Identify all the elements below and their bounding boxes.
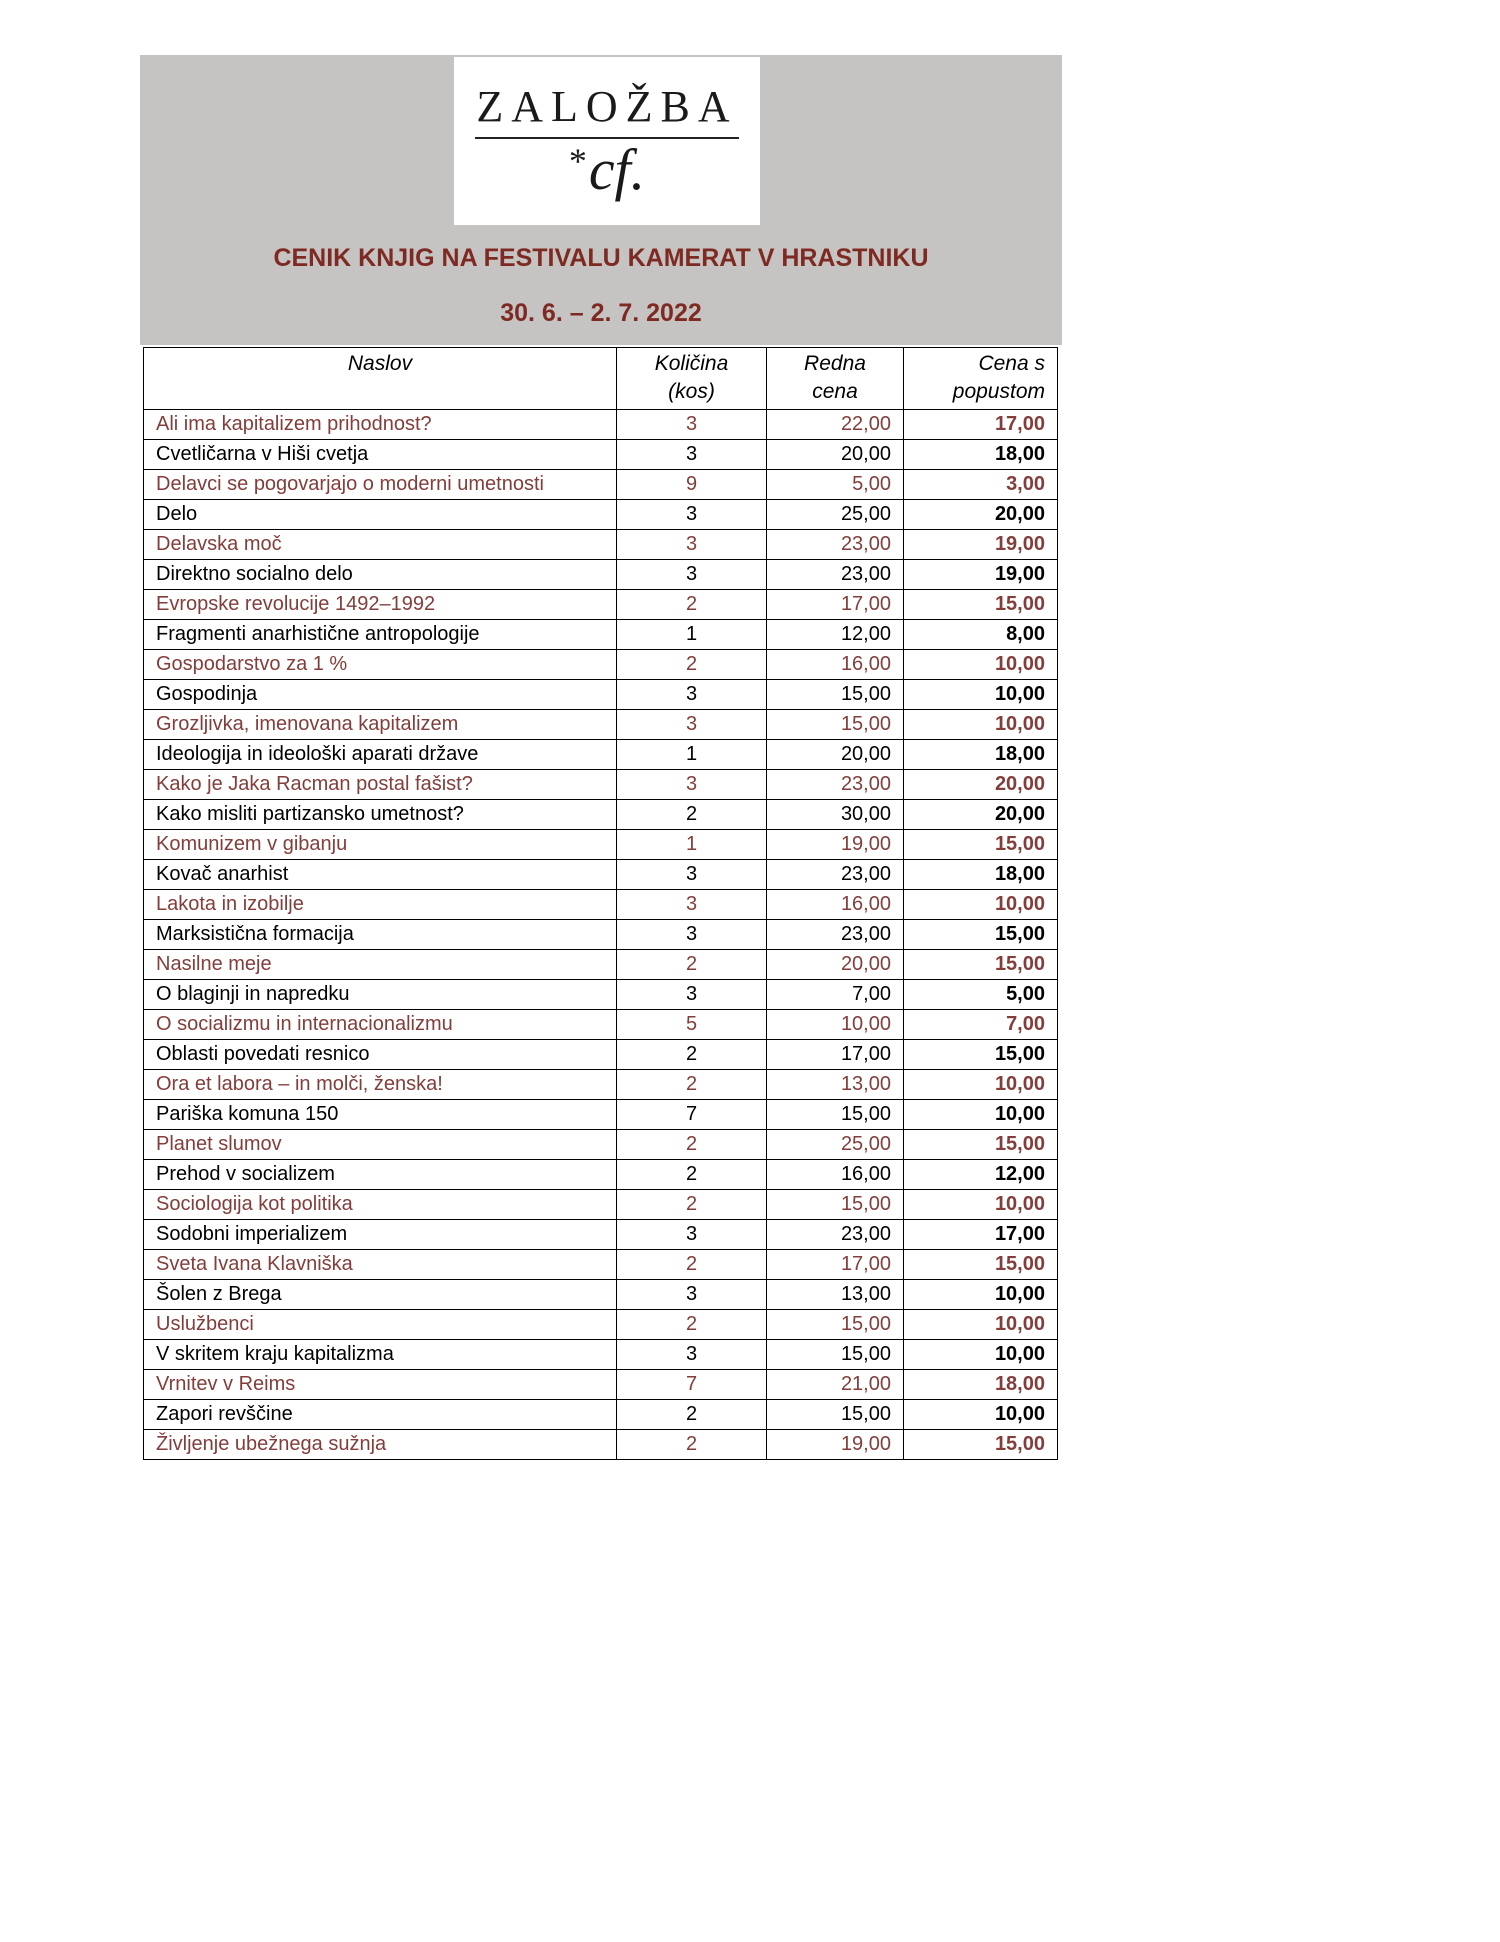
cell-title: Marksistična formacija bbox=[144, 920, 617, 950]
cell-discount-price: 10,00 bbox=[904, 1070, 1058, 1100]
table-row bbox=[144, 620, 1058, 650]
cell-title: Komunizem v gibanju bbox=[144, 830, 617, 860]
table-row bbox=[144, 470, 1058, 500]
cell-regular-price: 15,00 bbox=[767, 680, 904, 710]
table-row bbox=[144, 500, 1058, 530]
cell-regular-price: 30,00 bbox=[767, 800, 904, 830]
cell-discount-price: 10,00 bbox=[904, 1310, 1058, 1340]
cell-regular-price: 21,00 bbox=[767, 1370, 904, 1400]
cell-quantity: 2 bbox=[617, 800, 767, 830]
cell-title: Kako misliti partizansko umetnost? bbox=[144, 800, 617, 830]
cell-regular-price: 19,00 bbox=[767, 1430, 904, 1460]
cell-quantity: 3 bbox=[617, 440, 767, 470]
cell-discount-price: 10,00 bbox=[904, 1340, 1058, 1370]
cell-quantity: 3 bbox=[617, 860, 767, 890]
cell-quantity: 2 bbox=[617, 1430, 767, 1460]
cell-regular-price: 16,00 bbox=[767, 650, 904, 680]
table-row bbox=[144, 1250, 1058, 1280]
cell-discount-price: 5,00 bbox=[904, 980, 1058, 1010]
logo-cf: cf. bbox=[588, 136, 646, 202]
cell-title: Fragmenti anarhistične antropologije bbox=[144, 620, 617, 650]
cell-regular-price: 23,00 bbox=[767, 560, 904, 590]
table-row bbox=[144, 950, 1058, 980]
cell-regular-price: 7,00 bbox=[767, 980, 904, 1010]
cell-discount-price: 20,00 bbox=[904, 500, 1058, 530]
event-date-range: 30. 6. – 2. 7. 2022 bbox=[500, 299, 702, 327]
cell-title: Življenje ubežnega sužnja bbox=[144, 1430, 617, 1460]
table-row bbox=[144, 1130, 1058, 1160]
cell-discount-price: 10,00 bbox=[904, 1190, 1058, 1220]
cell-title: Planet slumov bbox=[144, 1130, 617, 1160]
cell-discount-price: 10,00 bbox=[904, 680, 1058, 710]
cell-quantity: 1 bbox=[617, 830, 767, 860]
table-row bbox=[144, 800, 1058, 830]
cell-title: O socializmu in internacionalizmu bbox=[144, 1010, 617, 1040]
cell-discount-price: 18,00 bbox=[904, 860, 1058, 890]
table-row bbox=[144, 1010, 1058, 1040]
cell-regular-price: 5,00 bbox=[767, 470, 904, 500]
cell-discount-price: 15,00 bbox=[904, 950, 1058, 980]
table-row bbox=[144, 650, 1058, 680]
cell-discount-price: 10,00 bbox=[904, 1400, 1058, 1430]
cell-discount-price: 19,00 bbox=[904, 530, 1058, 560]
cell-title: Cvetličarna v Hiši cvetja bbox=[144, 440, 617, 470]
cell-regular-price: 17,00 bbox=[767, 590, 904, 620]
cell-title: Prehod v socializem bbox=[144, 1160, 617, 1190]
cell-discount-price: 15,00 bbox=[904, 1430, 1058, 1460]
cell-title: V skritem kraju kapitalizma bbox=[144, 1340, 617, 1370]
table-row bbox=[144, 1220, 1058, 1250]
table-row bbox=[144, 1370, 1058, 1400]
table-row bbox=[144, 530, 1058, 560]
book-price-table bbox=[143, 347, 1058, 1460]
cell-regular-price: 15,00 bbox=[767, 1400, 904, 1430]
cell-title: Delo bbox=[144, 500, 617, 530]
cell-title: Kovač anarhist bbox=[144, 860, 617, 890]
cell-regular-price: 23,00 bbox=[767, 920, 904, 950]
cell-regular-price: 23,00 bbox=[767, 860, 904, 890]
cell-regular-price: 19,00 bbox=[767, 830, 904, 860]
cell-discount-price: 15,00 bbox=[904, 830, 1058, 860]
cell-title: Delavska moč bbox=[144, 530, 617, 560]
cell-regular-price: 16,00 bbox=[767, 890, 904, 920]
cell-title: Pariška komuna 150 bbox=[144, 1100, 617, 1130]
table-row bbox=[144, 1100, 1058, 1130]
cell-regular-price: 16,00 bbox=[767, 1160, 904, 1190]
cell-quantity: 2 bbox=[617, 590, 767, 620]
table-row bbox=[144, 890, 1058, 920]
column-header-regular-price: Redna cena bbox=[767, 348, 904, 410]
cell-quantity: 3 bbox=[617, 410, 767, 440]
cell-title: Sveta Ivana Klavniška bbox=[144, 1250, 617, 1280]
cell-discount-price: 15,00 bbox=[904, 1130, 1058, 1160]
cell-title: Šolen z Brega bbox=[144, 1280, 617, 1310]
cell-discount-price: 12,00 bbox=[904, 1160, 1058, 1190]
cell-regular-price: 15,00 bbox=[767, 1340, 904, 1370]
cell-discount-price: 17,00 bbox=[904, 1220, 1058, 1250]
table-row bbox=[144, 770, 1058, 800]
table-row bbox=[144, 1040, 1058, 1070]
cell-discount-price: 10,00 bbox=[904, 890, 1058, 920]
cell-discount-price: 10,00 bbox=[904, 650, 1058, 680]
book-table-body bbox=[144, 410, 1058, 1460]
cell-title: Delavci se pogovarjajo o moderni umetnosti bbox=[144, 470, 617, 500]
cell-quantity: 2 bbox=[617, 1190, 767, 1220]
cell-discount-price: 7,00 bbox=[904, 1010, 1058, 1040]
logo-wordmark: ZALOŽBA bbox=[476, 82, 738, 132]
cell-title: Sociologija kot politika bbox=[144, 1190, 617, 1220]
cell-quantity: 7 bbox=[617, 1100, 767, 1130]
cell-regular-price: 15,00 bbox=[767, 1100, 904, 1130]
cell-title: Grozljivka, imenovana kapitalizem bbox=[144, 710, 617, 740]
cell-title: Kako je Jaka Racman postal fašist? bbox=[144, 770, 617, 800]
cell-regular-price: 23,00 bbox=[767, 770, 904, 800]
cell-discount-price: 20,00 bbox=[904, 770, 1058, 800]
table-row bbox=[144, 410, 1058, 440]
table-row bbox=[144, 680, 1058, 710]
logo-monogram bbox=[568, 136, 646, 202]
cell-title: Nasilne meje bbox=[144, 950, 617, 980]
table-row bbox=[144, 1160, 1058, 1190]
cell-regular-price: 15,00 bbox=[767, 710, 904, 740]
cell-regular-price: 23,00 bbox=[767, 530, 904, 560]
cell-quantity: 3 bbox=[617, 1340, 767, 1370]
cell-discount-price: 17,00 bbox=[904, 410, 1058, 440]
cell-quantity: 3 bbox=[617, 890, 767, 920]
cell-quantity: 3 bbox=[617, 980, 767, 1010]
cell-quantity: 2 bbox=[617, 1310, 767, 1340]
table-row bbox=[144, 1280, 1058, 1310]
cell-discount-price: 8,00 bbox=[904, 620, 1058, 650]
cell-regular-price: 15,00 bbox=[767, 1310, 904, 1340]
cell-discount-price: 20,00 bbox=[904, 800, 1058, 830]
cell-quantity: 1 bbox=[617, 620, 767, 650]
cell-title: O blaginji in napredku bbox=[144, 980, 617, 1010]
cell-discount-price: 15,00 bbox=[904, 590, 1058, 620]
cell-discount-price: 10,00 bbox=[904, 710, 1058, 740]
cell-title: Lakota in izobilje bbox=[144, 890, 617, 920]
table-header-row bbox=[144, 348, 1058, 410]
header-band bbox=[140, 55, 1062, 345]
cell-regular-price: 20,00 bbox=[767, 950, 904, 980]
cell-quantity: 3 bbox=[617, 500, 767, 530]
cell-discount-price: 18,00 bbox=[904, 740, 1058, 770]
cell-regular-price: 15,00 bbox=[767, 1190, 904, 1220]
column-header-quantity: Količina (kos) bbox=[617, 348, 767, 410]
cell-discount-price: 18,00 bbox=[904, 1370, 1058, 1400]
cell-regular-price: 20,00 bbox=[767, 740, 904, 770]
table-row bbox=[144, 1430, 1058, 1460]
cell-regular-price: 17,00 bbox=[767, 1040, 904, 1070]
publisher-logo bbox=[454, 57, 760, 225]
cell-quantity: 3 bbox=[617, 710, 767, 740]
cell-quantity: 2 bbox=[617, 1130, 767, 1160]
cell-quantity: 2 bbox=[617, 1040, 767, 1070]
cell-quantity: 3 bbox=[617, 920, 767, 950]
cell-regular-price: 10,00 bbox=[767, 1010, 904, 1040]
table-header bbox=[144, 348, 1058, 410]
cell-quantity: 3 bbox=[617, 680, 767, 710]
cell-title: Gospodinja bbox=[144, 680, 617, 710]
table-row bbox=[144, 1070, 1058, 1100]
cell-discount-price: 3,00 bbox=[904, 470, 1058, 500]
cell-regular-price: 25,00 bbox=[767, 500, 904, 530]
cell-quantity: 2 bbox=[617, 950, 767, 980]
cell-quantity: 2 bbox=[617, 1400, 767, 1430]
cell-regular-price: 12,00 bbox=[767, 620, 904, 650]
cell-quantity: 2 bbox=[617, 1250, 767, 1280]
cell-title: Sodobni imperializem bbox=[144, 1220, 617, 1250]
cell-title: Evropske revolucije 1492–1992 bbox=[144, 590, 617, 620]
cell-title: Ali ima kapitalizem prihodnost? bbox=[144, 410, 617, 440]
cell-quantity: 1 bbox=[617, 740, 767, 770]
table-row bbox=[144, 560, 1058, 590]
column-header-title: Naslov bbox=[144, 348, 617, 410]
table-row bbox=[144, 860, 1058, 890]
cell-regular-price: 17,00 bbox=[767, 1250, 904, 1280]
table-row bbox=[144, 1190, 1058, 1220]
table-row bbox=[144, 980, 1058, 1010]
cell-title: Ideologija in ideološki aparati države bbox=[144, 740, 617, 770]
cell-discount-price: 15,00 bbox=[904, 1040, 1058, 1070]
cell-discount-price: 10,00 bbox=[904, 1280, 1058, 1310]
cell-quantity: 9 bbox=[617, 470, 767, 500]
cell-title: Uslužbenci bbox=[144, 1310, 617, 1340]
cell-discount-price: 15,00 bbox=[904, 1250, 1058, 1280]
cell-discount-price: 15,00 bbox=[904, 920, 1058, 950]
cell-quantity: 3 bbox=[617, 560, 767, 590]
column-header-discount-price: Cena s popustom bbox=[904, 348, 1058, 410]
table-row bbox=[144, 740, 1058, 770]
cell-quantity: 3 bbox=[617, 1220, 767, 1250]
cell-quantity: 2 bbox=[617, 650, 767, 680]
cell-regular-price: 13,00 bbox=[767, 1280, 904, 1310]
cell-quantity: 2 bbox=[617, 1160, 767, 1190]
cell-regular-price: 20,00 bbox=[767, 440, 904, 470]
table-row bbox=[144, 1310, 1058, 1340]
cell-discount-price: 18,00 bbox=[904, 440, 1058, 470]
cell-quantity: 3 bbox=[617, 1280, 767, 1310]
table-row bbox=[144, 830, 1058, 860]
cell-regular-price: 23,00 bbox=[767, 1220, 904, 1250]
table-row bbox=[144, 590, 1058, 620]
cell-quantity: 7 bbox=[617, 1370, 767, 1400]
table-row bbox=[144, 440, 1058, 470]
table-row bbox=[144, 1400, 1058, 1430]
table-row bbox=[144, 1340, 1058, 1370]
cell-quantity: 2 bbox=[617, 1070, 767, 1100]
cell-quantity: 3 bbox=[617, 530, 767, 560]
cell-title: Zapori revščine bbox=[144, 1400, 617, 1430]
cell-regular-price: 25,00 bbox=[767, 1130, 904, 1160]
table-row bbox=[144, 920, 1058, 950]
cell-title: Vrnitev v Reims bbox=[144, 1370, 617, 1400]
cell-quantity: 5 bbox=[617, 1010, 767, 1040]
page-title: CENIK KNJIG NA FESTIVALU KAMERAT V HRASTNIKU bbox=[273, 244, 929, 272]
cell-discount-price: 19,00 bbox=[904, 560, 1058, 590]
cell-title: Ora et labora – in molči, ženska! bbox=[144, 1070, 617, 1100]
cell-regular-price: 13,00 bbox=[767, 1070, 904, 1100]
table-row bbox=[144, 710, 1058, 740]
cell-title: Oblasti povedati resnico bbox=[144, 1040, 617, 1070]
cell-regular-price: 22,00 bbox=[767, 410, 904, 440]
cell-title: Gospodarstvo za 1 % bbox=[144, 650, 617, 680]
cell-discount-price: 10,00 bbox=[904, 1100, 1058, 1130]
cell-quantity: 3 bbox=[617, 770, 767, 800]
cell-title: Direktno socialno delo bbox=[144, 560, 617, 590]
logo-asterisk: * bbox=[568, 140, 587, 181]
